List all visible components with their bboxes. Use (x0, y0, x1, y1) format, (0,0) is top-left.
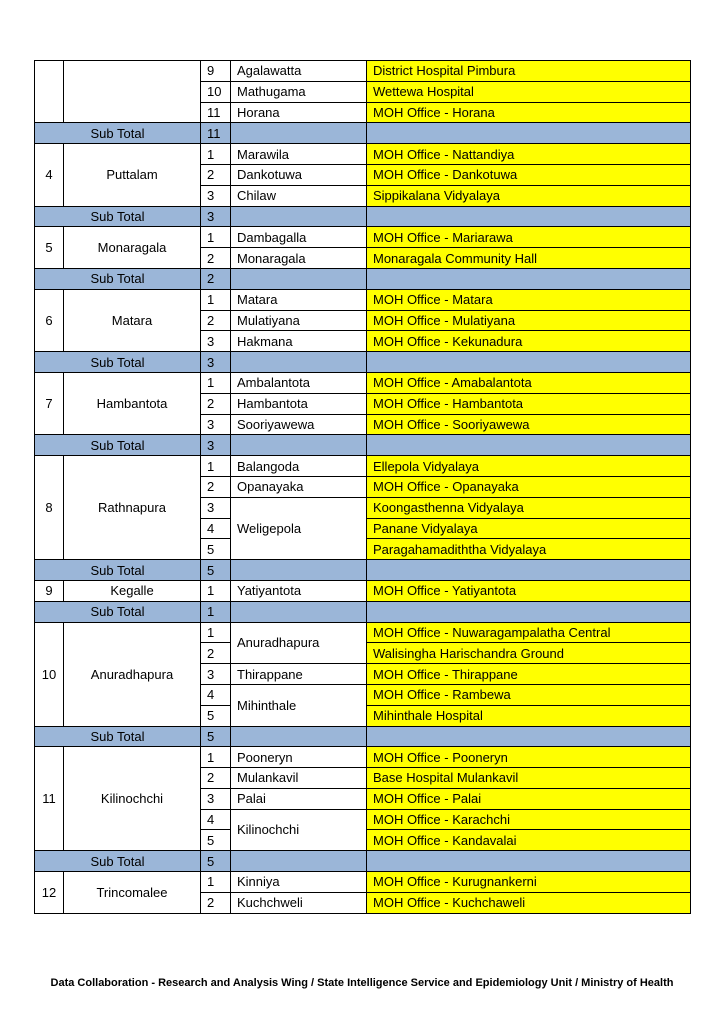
moh-area: Marawila (231, 144, 367, 165)
district-number: 8 (35, 456, 64, 560)
subtotal-label: Sub Total (35, 560, 201, 581)
table-row (35, 580, 691, 601)
subtotal-empty-cell (231, 123, 367, 144)
vaccination-location: District Hospital Pimbura (367, 61, 691, 82)
district-name: Rathnapura (64, 456, 201, 560)
vaccination-location: MOH Office - Kekunadura (367, 331, 691, 352)
subtotal-empty-cell (231, 601, 367, 622)
row-index: 2 (201, 310, 231, 331)
row-index: 3 (201, 497, 231, 518)
row-index: 4 (201, 684, 231, 705)
vaccination-location: MOH Office - Rambewa (367, 684, 691, 705)
district-name: Matara (64, 289, 201, 351)
row-index: 3 (201, 414, 231, 435)
row-index: 2 (201, 393, 231, 414)
table-row (35, 872, 691, 893)
vaccination-location: MOH Office - Palai (367, 788, 691, 809)
subtotal-empty-cell (367, 268, 691, 289)
district-name: Hambantota (64, 372, 201, 434)
row-index: 5 (201, 705, 231, 726)
subtotal-label: Sub Total (35, 435, 201, 456)
subtotal-row (35, 352, 691, 373)
vaccination-location: Panane Vidyalaya (367, 518, 691, 539)
row-index: 2 (201, 768, 231, 789)
row-index: 4 (201, 518, 231, 539)
table-row (35, 456, 691, 477)
vaccination-location: Paragahamadiththa Vidyalaya (367, 539, 691, 560)
moh-area: Sooriyawewa (231, 414, 367, 435)
subtotal-empty-cell (367, 851, 691, 872)
row-index: 1 (201, 227, 231, 248)
vaccination-location: MOH Office - Nuwaragampalatha Central (367, 622, 691, 643)
table-row (35, 747, 691, 768)
moh-area: Opanayaka (231, 476, 367, 497)
moh-area: Hakmana (231, 331, 367, 352)
row-index: 2 (201, 164, 231, 185)
district-name: Anuradhapura (64, 622, 201, 726)
subtotal-value: 11 (201, 123, 231, 144)
vaccination-location: Monaragala Community Hall (367, 248, 691, 269)
district-number (35, 61, 64, 123)
subtotal-row (35, 601, 691, 622)
row-index: 5 (201, 539, 231, 560)
row-index: 1 (201, 747, 231, 768)
moh-area: Weligepola (231, 497, 367, 559)
vaccination-location: Wettewa Hospital (367, 81, 691, 102)
subtotal-label: Sub Total (35, 123, 201, 144)
moh-area: Thirappane (231, 664, 367, 685)
moh-area: Pooneryn (231, 747, 367, 768)
row-index: 3 (201, 185, 231, 206)
subtotal-label: Sub Total (35, 352, 201, 373)
subtotal-value: 3 (201, 435, 231, 456)
moh-area: Kinniya (231, 872, 367, 893)
vaccination-location: Base Hospital Mulankavil (367, 768, 691, 789)
subtotal-empty-cell (231, 851, 367, 872)
row-index: 4 (201, 809, 231, 830)
vaccination-location: MOH Office - Amabalantota (367, 372, 691, 393)
row-index: 3 (201, 664, 231, 685)
subtotal-row (35, 560, 691, 581)
row-index: 3 (201, 788, 231, 809)
table-row (35, 289, 691, 310)
row-index: 1 (201, 372, 231, 393)
vaccination-location: MOH Office - Nattandiya (367, 144, 691, 165)
moh-area: Mathugama (231, 81, 367, 102)
subtotal-row (35, 851, 691, 872)
subtotal-row (35, 123, 691, 144)
subtotal-label: Sub Total (35, 206, 201, 227)
subtotal-value: 3 (201, 206, 231, 227)
moh-area: Dambagalla (231, 227, 367, 248)
moh-area: Monaragala (231, 248, 367, 269)
moh-area: Dankotuwa (231, 164, 367, 185)
moh-area: Kuchchweli (231, 892, 367, 913)
subtotal-empty-cell (367, 123, 691, 144)
vaccination-location: MOH Office - Dankotuwa (367, 164, 691, 185)
row-index: 2 (201, 643, 231, 664)
row-index: 9 (201, 61, 231, 82)
subtotal-empty-cell (367, 352, 691, 373)
subtotal-row (35, 435, 691, 456)
moh-area: Yatiyantota (231, 580, 367, 601)
table-row (35, 372, 691, 393)
vaccination-location: Walisingha Harischandra Ground (367, 643, 691, 664)
subtotal-label: Sub Total (35, 601, 201, 622)
moh-area: Ambalantota (231, 372, 367, 393)
table-row (35, 227, 691, 248)
row-index: 1 (201, 456, 231, 477)
subtotal-value: 1 (201, 601, 231, 622)
table-body (35, 61, 691, 914)
subtotal-empty-cell (367, 206, 691, 227)
table-row (35, 622, 691, 643)
subtotal-value: 5 (201, 851, 231, 872)
vaccination-location: MOH Office - Mariarawa (367, 227, 691, 248)
vaccination-location: MOH Office - Kuchchaweli (367, 892, 691, 913)
district-number: 5 (35, 227, 64, 269)
subtotal-empty-cell (231, 206, 367, 227)
subtotal-row (35, 726, 691, 747)
subtotal-empty-cell (367, 726, 691, 747)
row-index: 5 (201, 830, 231, 851)
vaccination-location: MOH Office - Sooriyawewa (367, 414, 691, 435)
table-row (35, 144, 691, 165)
subtotal-empty-cell (231, 726, 367, 747)
vaccination-location: MOH Office - Kandavalai (367, 830, 691, 851)
district-name (64, 61, 201, 123)
subtotal-row (35, 268, 691, 289)
row-index: 1 (201, 580, 231, 601)
vaccination-location: MOH Office - Karachchi (367, 809, 691, 830)
moh-area: Horana (231, 102, 367, 123)
subtotal-empty-cell (231, 268, 367, 289)
district-number: 7 (35, 372, 64, 434)
row-index: 1 (201, 622, 231, 643)
vaccination-location: Mihinthale Hospital (367, 705, 691, 726)
moh-area: Palai (231, 788, 367, 809)
moh-area: Mihinthale (231, 684, 367, 726)
district-number: 11 (35, 747, 64, 851)
subtotal-empty-cell (231, 352, 367, 373)
row-index: 11 (201, 102, 231, 123)
moh-area: Matara (231, 289, 367, 310)
vaccination-location: MOH Office - Horana (367, 102, 691, 123)
subtotal-empty-cell (367, 601, 691, 622)
row-index: 1 (201, 289, 231, 310)
moh-area: Mulankavil (231, 768, 367, 789)
vaccination-location: MOH Office - Hambantota (367, 393, 691, 414)
subtotal-value: 2 (201, 268, 231, 289)
vaccination-location: MOH Office - Thirappane (367, 664, 691, 685)
subtotal-value: 5 (201, 726, 231, 747)
vaccination-location: Koongasthenna Vidyalaya (367, 497, 691, 518)
vaccination-location: Ellepola Vidyalaya (367, 456, 691, 477)
subtotal-label: Sub Total (35, 268, 201, 289)
vaccination-location: MOH Office - Mulatiyana (367, 310, 691, 331)
row-index: 2 (201, 248, 231, 269)
vaccination-location: Sippikalana Vidyalaya (367, 185, 691, 206)
subtotal-empty-cell (367, 560, 691, 581)
district-name: Trincomalee (64, 872, 201, 914)
moh-area: Mulatiyana (231, 310, 367, 331)
vaccination-location: MOH Office - Kurugnankerni (367, 872, 691, 893)
row-index: 10 (201, 81, 231, 102)
subtotal-row (35, 206, 691, 227)
moh-area: Balangoda (231, 456, 367, 477)
subtotal-empty-cell (367, 435, 691, 456)
moh-area: Chilaw (231, 185, 367, 206)
district-name: Puttalam (64, 144, 201, 206)
row-index: 1 (201, 144, 231, 165)
subtotal-value: 3 (201, 352, 231, 373)
district-number: 9 (35, 580, 64, 601)
row-index: 2 (201, 892, 231, 913)
vaccination-centers-table (34, 60, 691, 914)
row-index: 2 (201, 476, 231, 497)
vaccination-location: MOH Office - Pooneryn (367, 747, 691, 768)
subtotal-empty-cell (231, 435, 367, 456)
subtotal-label: Sub Total (35, 851, 201, 872)
vaccination-location: MOH Office - Yatiyantota (367, 580, 691, 601)
district-number: 12 (35, 872, 64, 914)
subtotal-empty-cell (231, 560, 367, 581)
district-name: Monaragala (64, 227, 201, 269)
subtotal-label: Sub Total (35, 726, 201, 747)
moh-area: Agalawatta (231, 61, 367, 82)
moh-area: Kilinochchi (231, 809, 367, 851)
vaccination-location: MOH Office - Matara (367, 289, 691, 310)
district-number: 6 (35, 289, 64, 351)
footer-credit: Data Collaboration - Research and Analysis Wing / State Intelligence Service and Epidemiology Unit / Ministry of Health (50, 977, 674, 989)
row-index: 3 (201, 331, 231, 352)
moh-area: Hambantota (231, 393, 367, 414)
subtotal-value: 5 (201, 560, 231, 581)
vaccination-location: MOH Office - Opanayaka (367, 476, 691, 497)
district-number: 4 (35, 144, 64, 206)
table-row (35, 61, 691, 82)
district-number: 10 (35, 622, 64, 726)
district-name: Kegalle (64, 580, 201, 601)
moh-area: Anuradhapura (231, 622, 367, 664)
row-index: 1 (201, 872, 231, 893)
district-name: Kilinochchi (64, 747, 201, 851)
